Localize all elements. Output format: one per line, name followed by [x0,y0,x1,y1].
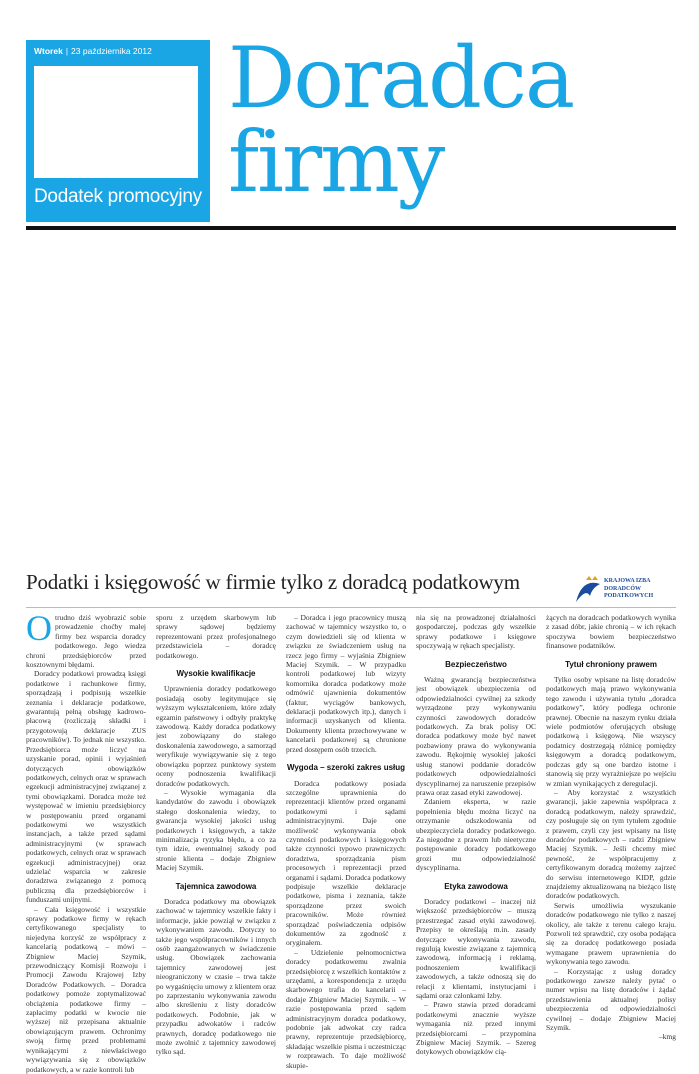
article-rule [26,607,676,608]
supplement-label: Dodatek promocyjny [34,186,202,207]
masthead-title-line1: Doradca [228,29,574,127]
article-paragraph: Zdaniem eksperta, w razie popełnienia błędu można liczyć na otrzymanie odszkodowania od ubezpieczyciela doradcy podatkowego. Za niegodne z prawem lub nieetyczne postępowanie doradcy podatkowego grozi mu odpowiedzialność dyscyplinarna. [416,797,536,873]
article-paragraph: Doradcy podatkowi – inaczej niż większość przedsiębiorców – muszą przestrzegać zasad etyki zawodowej. Przepisy te określają m.in. zasady dotyczące wykonywania zawodu, regulują kwestie związane z tajemnicą zawodową, informacją i reklamą, podnoszeniem kwalifikacji zawodowych, a także odnoszą się do relacji z klientami, instytucjami i sądami oraz członkami Izby. [416,896,536,1001]
kidp-logo-line2: DORADCÓW [604,585,641,592]
kidp-logo-emblem [576,583,600,602]
subheading-bezpieczenstwo: Bezpieczeństwo [445,659,507,669]
article-paragraph: – Udzielenie pełnomocnictwa doradcy podatkowemu zwalnia przedsiębiorcę z wszelkich kontaktów z urzędami, a korespondencja z urzędu skarbowego trafia do kancelarii – dodaje Zbigniew Maciej Szymik. – W razie postępowania przed sądem administracyjnym doradca podatkowy, podobnie jak adwokat czy radca prawny, reprezentuje przedsiębiorcę, składając wszelkie pisma i uczestnicząc w rozprawach. To daje możliwość skupie- [286,947,406,1070]
issue-day: Wtorek [34,46,63,56]
article-paragraph: Doradcy podatkowi prowadzą księgi podatkowe i rachunkowe firmy, sporządzają i podpisują wszelkie zeznania i deklaracje podatkowe, gwarantują pełną obsługę kadrowo-płacową (rozliczają składki i przygotowują deklaracje ZUS pracowników). To jednak nie wszystko. Przedsiębiorca może liczyć na uzyskanie porad, opinii i wyjaśnień dotyczących obowiązków podatkowych, celnych oraz w sprawach egzekucji administracyjnej związanej z tymi obowiązkami. Doradca może też występować w imieniu przedsiębiorcy w postępowaniu przed organami podatkowymi we wszystkich instancjach, a także przed sądami administracyjnymi (w sprawach podatkowych, celnych oraz w sprawach egzekucji administracyjnej) oraz udzielać wsparcia w zakresie doradztwa związanego z pomocą publiczną dla przedsiębiorców i funduszami unijnymi. [26,669,146,905]
article-column-5 [546,613,676,1042]
article-column-3 [286,613,406,1070]
kidp-logo-text [604,578,653,601]
subheading-kwalifikacje: Wysokie kwalifikacje [176,669,256,679]
kidp-logo-line1: KRAJOWA IZBA [604,578,651,584]
article-paragraph: sporu z urzędem skarbowym lub sprawy sądowej będziemy reprezentowani przez profesjonalnego przedstawiciela – doradcę podatkowego. [156,613,276,660]
article-paragraph: Tylko osoby wpisane na listę doradców podatkowych mają prawo wykonywania tego zawodu i używania tytułu „doradca podatkowy”, który podlega ochronie prawnej. Obecnie na naszym rynku działa wiele podmiotów oferujących obsługę podatkową i księgową. Nie wszyscy podatnicy dostrzegają różnicę pomiędzy księgowym a doradcą podatkowym, podczas gdy są one bardzo istotne i stanowią się przy wyrażniejsze po wejściu w zmian wynikających z deregulacji. [546,675,676,788]
article-paragraph: Ważną gwarancją bezpieczeństwa jest obowiązek ubezpieczenia od odpowiedzialności cywilnej za szkody wyrządzone przy wykonywaniu czynności zawodowych doradców podatkowych. Za brak polisy OC doradca podatkowy może być nawet pozbawiony prawa do wykonywania zawodu. Rękojmię wysokiej jakości usług stanowi poddanie doradców podatkowych odpowiedzialności dyscyplinarnej za naruszenie przepisów prawa oraz zasad etyki zawodowej. [416,675,536,797]
article-column-1 [26,608,146,1074]
subheading-tytul: Tytuł chroniony prawem [565,659,657,669]
article-paragraph: trudno dziś wyobrazić sobie prowadzenie choćby małej firmy bez wsparcia doradcy podatkowego. Jego wiedza chroni przedsiębiorców przed kosztownymi błędami. [26,613,146,670]
article-paragraph: nia się na prowadzonej działalności gospodarczej, podczas gdy wszelkie sprawy podatkowe i księgowe spoczywają w rękach specjalisty. [416,613,536,651]
subheading-etyka: Etyka zawodowa [444,881,508,891]
date-separator: | [65,46,69,56]
article-paragraph: – Cała księgowość i wszystkie sprawy podatkowe firmy w rękach certyfikowanego specjalisty to niejedyna korzyść ze współpracy z kancelarią podatkową – mówi – Zbigniew Maciej Szymik, przewodniczący Komisji Rozwoju i Promocji Zawodu Krajowej Izby Doradców Podatkowych. – Doradca podatkowy pomoże zoptymalizować obciążenia podatkowe firmy – zapłacimy podatki w kwocie nie wyższej niż przepisana aktualnie obowiązującym prawem. Ochronimy swoją firmę przed problemami wynikającymi z niewłaściwego wywiązywania się z obowiązków podatkowych, a w razie kontroli lub [26,904,146,1074]
masthead-title-line2: firmy [228,113,444,211]
article-paragraph: Doradca podatkowy posiada szczególne uprawnienia do reprezentacji klientów przed organami podatkowymi i sądami administracyjnymi. Daje one możliwość wykonywania obok czynności podatkowych i księgowych także czynności typowo prawniczych: doradztwa, sporządzania pism procesowych i reprezentacji przed organami i sądami. Doradca podatkowy podpisuje wszelkie deklaracje podatkowe, pisma i zeznania, także sporządzone przez swoich pracowników. Może również sporządzać poświadczenia odpisów dokumentów za zgodność z oryginałem. [286,778,406,948]
masthead-rule [26,226,676,230]
article-column-2 [156,613,276,1057]
article-paragraph: – Prawo stawia przed doradcami podatkowymi znacznie wyższe wymagania niż przed innymi przedsiębiorcami – przypomina Zbigniew Maciej Szymik. – Szereg dotykowych obowiązków cią- [416,1000,536,1057]
article-paragraph: Serwis umożliwia wyszukanie doradców podatkowego nie tylko z naszej okolicy, ale także z terenu całego kraju. Pozwoli też sprawdzić, czy osoba podająca się za doradcę podatkowego posiada wymagane prawem uprawnienia do wykonywania tego zawodu. [546,900,676,967]
article-column-4 [416,613,536,1057]
subheading-tajemnica: Tajemnica zawodowa [175,881,257,891]
article-paragraph: – Doradca i jego pracownicy muszą zachować w tajemnicy wszystko to, o czym dowiedzieli się od klienta w związku ze świadczeniem usług na rzecz jego firmy – wyjaśnia Zbigniew Maciej Szymik. – W przypadku kontroli podatkowej lub wizyty komornika doradca podatkowy może odmówić ujawnienia dokumentów (faktur, wyciągów bankowych, deklaracji podatkowych itp.), danych i informacji uzyskanych od klienta. Dokumenty klienta przechowywane w kancelarii podatkowej są chronione przed dostępem osób trzecich. [286,613,406,754]
photo-frame [34,66,198,178]
drop-cap: O [26,608,52,648]
author-signature: –kmg [658,1032,676,1042]
article-paragraph: – Aby korzystać z wszystkich gwarancji, jakie zapewnia współpraca z doradcą podatkowym, należy sprawdzić, czy posługuje się on tym tytułem zgodnie z prawem, czyli czy jest wpisany na listę doradców podatkowych – radzi Zbigniew Maciej Szymik. – Jeśli chcemy mieć pewność, że współpracujemy z certyfikowanym doradcą możemy zajrzeć do serwisu internetowego KIDP, gdzie znajdziemy aktualizowaną na bieżąco listę doradców podatkowych. [546,787,676,901]
kidp-logo-crown [586,576,598,580]
kidp-logo-line3: PODATKOWYCH [604,593,654,599]
subheading-wygoda: Wygoda – szeroki zakres usług [286,763,406,773]
issue-date-text: 23 października 2012 [71,46,152,56]
article-paragraph: Uprawnienia doradcy podatkowego posiadają osoby legitymujące się wyższym wykształceniem, które zdały egzamin państwowy i odbyły praktykę zawodową. Każdy doradca podatkowy jest zobowiązany do stałego doskonalenia zawodowego, a samorząd weryfikuje wywiązywanie się z tego obowiązku poprzez punktowy system oceny podnoszenia kwalifikacji doradców podatkowych. [156,684,276,788]
issue-date [34,46,152,56]
article-paragraph: – Korzystając z usług doradcy podatkowego zawsze należy pytać o numer wpisu na listę doradców i żądać przedstawienia aktualnej polisy ubezpieczenia od odpowiedzialności cywilnej – dodaje Zbigniew Maciej Szymik. [546,966,676,1033]
article-paragraph: żących na doradcach podatkowych wynika z zasad dóbr, jakie chronią – w ich rękach spoczywa bowiem bezpieczeństwo finansowe podatników. [546,613,676,651]
article-paragraph: – Wysokie wymagania dla kandydatów do zawodu i obowiązek stałego doskonalenia wiedzy, to gwarancja wysokiej jakości usług podatkowych i księgowych, a także minimalizacja ryzyka błędu, a co za tym idzie, ewentualnej szkody pod stronie klienta – dodaje Zbigniew Maciej Szymik. [156,787,276,873]
article-paragraph: Doradca podatkowy ma obowiązek zachować w tajemnicy wszelkie fakty i informacje, jakie powziął w związku z wykonywaniem zawodu. Dotyczy to także jego współpracowników i innych osób zaangażowanych w świadczenie usług. Obowiązek zachowania tajemnicy zawodowej jest nieograniczony w czasie – trwa także po wygaśnięciu umowy z klientem oraz po zaprzestaniu wykonywania zawodu albo skreśleniu z listy doradców podatkowych. Podobnie, jak w przypadku adwokatów i radców prawnych, doradcę podatkowego nie może zwolnić z tajemnicy zawodowej tylko sąd. [156,896,276,1057]
article-headline: Podatki i księgowość w firmie tylko z doradcą podatkowym [26,570,520,594]
